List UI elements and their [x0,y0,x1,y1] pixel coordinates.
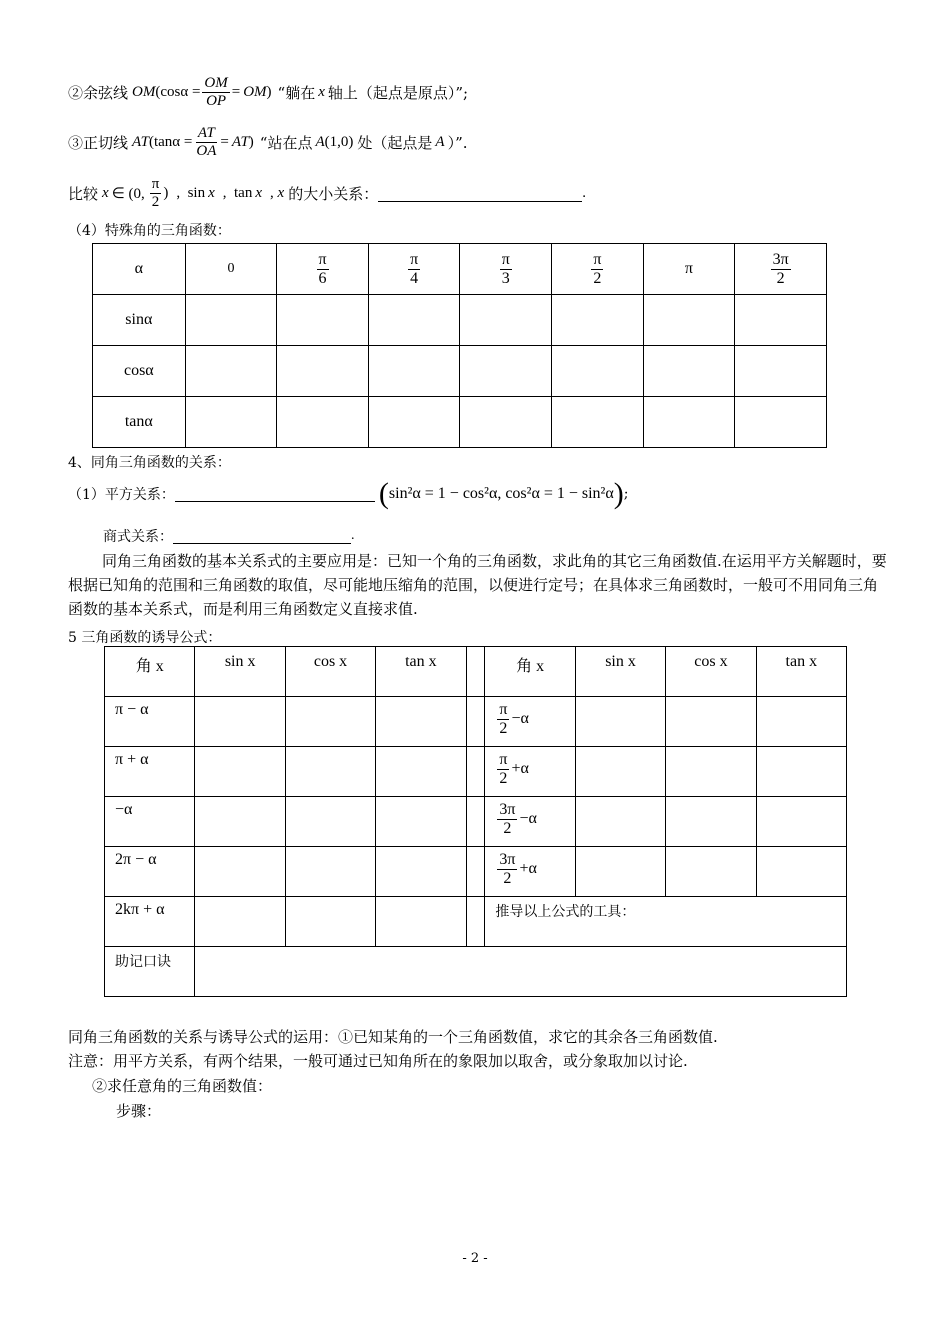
table-cell[interactable] [460,346,552,397]
table-cell[interactable] [552,397,644,448]
square-relation-line: （1）平方关系： ( sin²α = 1 − cos²α, cos²α = 1 − sin²α ) ; [68,477,629,510]
table-cell[interactable] [575,697,665,747]
cos-line-quote: “躺在 [277,83,316,102]
column-separator [466,647,485,697]
table-cell[interactable] [285,747,375,797]
left-col-angle: 角 x [105,647,195,697]
compare-line: 比较 x ∈ (0, $\frac{\pi}{2}$ ) , sin x , tan x , x 的大小关系： . [68,176,586,210]
section4-paragraph [68,549,888,621]
table-cell[interactable] [185,295,277,346]
induction-table [104,646,847,997]
angle-half-pi-plus-alpha: $\frac{\pi}{2}$ +α [485,747,575,797]
section5-heading: 5 三角函数的诱导公式： [68,630,222,646]
compare-suffix: 的大小关系： [288,184,379,203]
table-cell[interactable] [376,797,466,847]
special-header-pi-2: $\frac{\pi}{2}$ [552,244,644,295]
table-cell[interactable] [756,797,846,847]
table-cell[interactable] [285,847,375,897]
table-cell[interactable] [376,697,466,747]
table-cell[interactable] [666,697,756,747]
square-answer-blank[interactable] [175,487,375,502]
table-cell[interactable] [460,397,552,448]
table-cell[interactable] [552,346,644,397]
tan-line-quote: “站在点 [259,133,313,152]
table-cell[interactable] [368,346,460,397]
special-header-pi-4: $\frac{\pi}{4}$ [368,244,460,295]
table-cell[interactable] [756,847,846,897]
special-heading: （4）特殊角的三角函数： [68,223,231,239]
angle-2kpi-plus-alpha: 2kπ + α [105,897,195,947]
table-cell[interactable] [376,897,466,947]
quotient-answer-blank[interactable] [173,529,351,544]
tool-label-cell[interactable] [485,897,847,947]
table-cell[interactable] [756,697,846,747]
table-cell [466,797,485,847]
right-col-cos: cos x [666,647,756,697]
table-cell[interactable] [195,797,285,847]
angle-half-pi-minus-alpha: $\frac{\pi}{2}$ −α [485,697,575,747]
special-angle-table [92,243,827,448]
special-header-0: 0 [185,244,277,295]
tan-line-prefix: ③正切线 [68,133,129,152]
table-cell[interactable] [735,397,827,448]
left-col-cos: cos x [285,647,375,697]
cos-line-prefix: ②余弦线 [68,83,129,102]
right-col-tan: tan x [756,647,846,697]
table-cell[interactable] [368,295,460,346]
table-cell[interactable] [575,847,665,897]
right-col-angle: 角 x [485,647,575,697]
table-cell[interactable] [575,797,665,847]
left-col-tan: tan x [376,647,466,697]
special-row-cos: cosα [93,346,186,397]
bottom-line-3: ②求任意角的三角函数值： [92,1077,273,1095]
table-cell[interactable] [376,847,466,897]
table-cell [466,847,485,897]
section4-heading: 4、同角三角函数的关系： [68,455,231,471]
tan-line-text: ③正切线 AT (tan α = $\frac{AT}{OA}$ = AT ) “站在点 A (1,0) 处（起点是 A ）”. [68,125,468,159]
angle-minus-alpha: −α [105,797,195,847]
table-cell [466,897,485,947]
section4-paragraph-text: 同角三角函数的基本关系式的主要应用是：已知一个角的三角函数，求此角的其它三角函数值.在运用平方关解题时，要根据已知角的范围和三角函数的取值，尽可能地压缩角的范围，以便进行定号；在具体求三角函数时，一般可不用同角三角函数的基本关系式，而是利用三角函数定义直接求值. [68,552,887,618]
angle-pi-minus-alpha: π − α [105,697,195,747]
table-cell[interactable] [643,346,735,397]
table-cell[interactable] [643,397,735,448]
angle-3half-pi-minus-alpha: $\frac{3\pi}{2}$ −α [485,797,575,847]
table-cell[interactable] [666,797,756,847]
special-header-3pi-2: $\frac{3\pi}{2}$ [735,244,827,295]
special-row-tan: tanα [93,397,186,448]
square-label: （1）平方关系： [68,487,175,503]
table-cell[interactable] [185,346,277,397]
table-cell[interactable] [195,897,285,947]
table-cell[interactable] [285,697,375,747]
bottom-line-4: 步骤： [116,1102,162,1120]
cos-line-text: ②余弦线 OM (cos α = $\frac{OM}{OP}$ = OM ) “躺在 x 轴上（起点是原点）”; [68,75,469,109]
table-cell[interactable] [460,295,552,346]
angle-2pi-minus-alpha: 2π − α [105,847,195,897]
square-formula: sin²α = 1 − cos²α, cos²α = 1 − sin²α [388,485,614,502]
compare-prefix: 比较 [68,184,99,203]
table-cell[interactable] [756,747,846,797]
special-header-pi-6: $\frac{\pi}{6}$ [277,244,369,295]
table-cell[interactable] [643,295,735,346]
table-cell[interactable] [735,295,827,346]
table-cell[interactable] [575,747,665,797]
table-cell [466,747,485,797]
special-header-pi-3: $\frac{\pi}{3}$ [460,244,552,295]
bottom-line-1: 同角三角函数的关系与诱导公式的运用：①已知某角的一个三角函数值，求它的其余各三角函数值. [68,1028,718,1046]
table-cell[interactable] [195,747,285,797]
tool-label: 推导以上公式的工具： [495,904,636,920]
table-cell[interactable] [552,295,644,346]
quotient-relation-line: 商式关系： . [103,528,355,545]
compare-answer-blank[interactable] [378,185,582,202]
left-col-sin: sin x [195,647,285,697]
table-cell[interactable] [285,897,375,947]
table-cell[interactable] [666,747,756,797]
table-cell[interactable] [376,747,466,797]
mnemonic-label: 助记口诀 [105,947,195,997]
table-cell [466,697,485,747]
table-cell[interactable] [277,397,369,448]
special-row-sin: sinα [93,295,186,346]
mnemonic-answer-cell[interactable] [195,947,847,997]
cos-line-suffix: 轴上（起点是原点）”; [327,83,469,102]
angle-3half-pi-plus-alpha: $\frac{3\pi}{2}$ +α [485,847,575,897]
table-cell[interactable] [285,797,375,847]
table-cell[interactable] [368,397,460,448]
table-cell[interactable] [277,295,369,346]
special-header-pi: π [643,244,735,295]
table-cell[interactable] [185,397,277,448]
table-cell[interactable] [195,847,285,897]
quotient-label: 商式关系： [103,529,173,545]
tan-line-end: ）”. [447,133,468,152]
page-number: - 2 - [462,1251,488,1266]
angle-pi-plus-alpha: π + α [105,747,195,797]
right-col-sin: sin x [575,647,665,697]
tan-line-suffix: 处（起点是 [357,133,433,152]
bottom-line-2: 注意：用平方关系，有两个结果，一般可通过已知角所在的象限加以取舍，或分象取加以讨论. [68,1052,688,1070]
table-cell[interactable] [277,346,369,397]
special-header-alpha: α [93,244,186,295]
table-cell[interactable] [195,697,285,747]
table-cell[interactable] [666,847,756,897]
table-cell[interactable] [735,346,827,397]
